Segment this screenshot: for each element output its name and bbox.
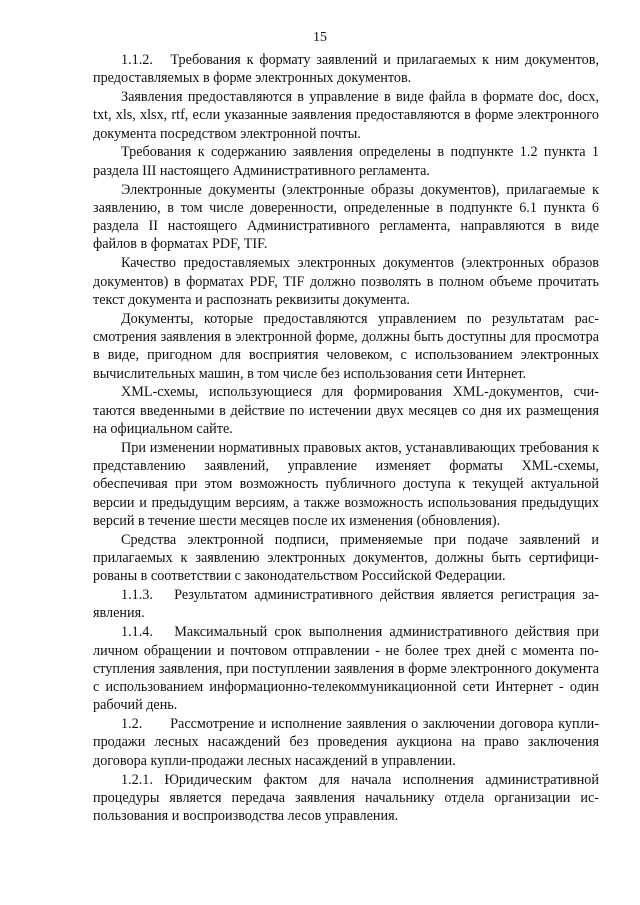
paragraph-1-2-heading: 1.2. Рассмотрение и исполнение заявления о заключении договора купли-продажи лесных насаждений без проведения аукциона на право заключения договора купли-продажи лесных насаждений в управлении. — [93, 716, 599, 769]
page-number: 15 — [313, 30, 327, 45]
paragraph-xml-schemas: XML-схемы, использующиеся для формирования XML-документов, считаются введенными в действие по истечении двух месяцев со дня их размещения на официальном сайте. — [93, 384, 599, 437]
paragraph-file-formats: Заявления предоставляются в управление в виде файла в формате doc, docx, txt, xls, xlsx, rtf, если указанные заявления предоставляются в форме электронного документа посредством электронной почты. — [93, 89, 599, 142]
paragraph-attached-documents: Электронные документы (электронные образы документов), прилагаемые к заявлению, в том числе доверенности, определенные в подпункте 6.1 пункта 6 раздела II настоящего Административного регламента, направляются в виде файлов в форматах PDF, TIF. — [93, 181, 599, 253]
paragraph-1-1-4-deadline: 1.1.4. Максимальный срок выполнения административного действия при личном обращении и почтовом отправлении - не более трех дней с момента поступления заявления, при поступлении заявления в форме электронного документа с использованием информационно-телекоммуникационной сети Интернет - один рабочий день. — [93, 624, 599, 714]
paragraph-content-requirements: Требования к содержанию заявления определены в подпункте 1.2 пункта 1 раздела III настоящего Административного регламента. — [93, 144, 599, 179]
paragraph-result-documents: Документы, которые предоставляются управлением по результатам рассмотрения заявления в электронной форме, должны быть доступны для просмотра в виде, пригодном для восприятия человеком, с использованием электронных вычислительных машин, в том числе без использования сети Интернет. — [93, 310, 599, 382]
document-body — [93, 51, 599, 825]
paragraph-electronic-signature: Средства электронной подписи, применяемые при подаче заявлений и прилагаемых к заявлению электронных документов, должны быть сертифицированы в соответствии с законодательством Российской Федерации. — [93, 531, 599, 585]
paragraph-1-1-2-heading: 1.1.2. Требования к формату заявлений и прилагаемых к ним документов, предоставляемых в форме электронных документов. — [93, 52, 599, 87]
paragraph-schema-changes: При изменении нормативных правовых актов, устанавливающих требования к представлению заявлений, управление изменяет форматы XML-схемы, обеспечивая при этом возможность публичного доступа к текущей актуальной версии и предыдущим версиям, а также возможность использования предыдущих версий в течение шести месяцев после их изменения (обновления). — [93, 439, 599, 529]
paragraph-document-quality: Качество предоставляемых электронных документов (электронных образов документов) в форматах PDF, TIF должно позволять в полном объеме прочитать текст документа и распознать реквизиты документа. — [93, 255, 599, 308]
paragraph-1-2-1-legal-fact: 1.2.1. Юридическим фактом для начала исполнения административной процедуры является передача заявления начальнику отдела организации использования и воспроизводства лесов управления. — [93, 771, 599, 825]
paragraph-1-1-3-result: 1.1.3. Результатом административного действия является регистрация заявления. — [93, 587, 599, 622]
